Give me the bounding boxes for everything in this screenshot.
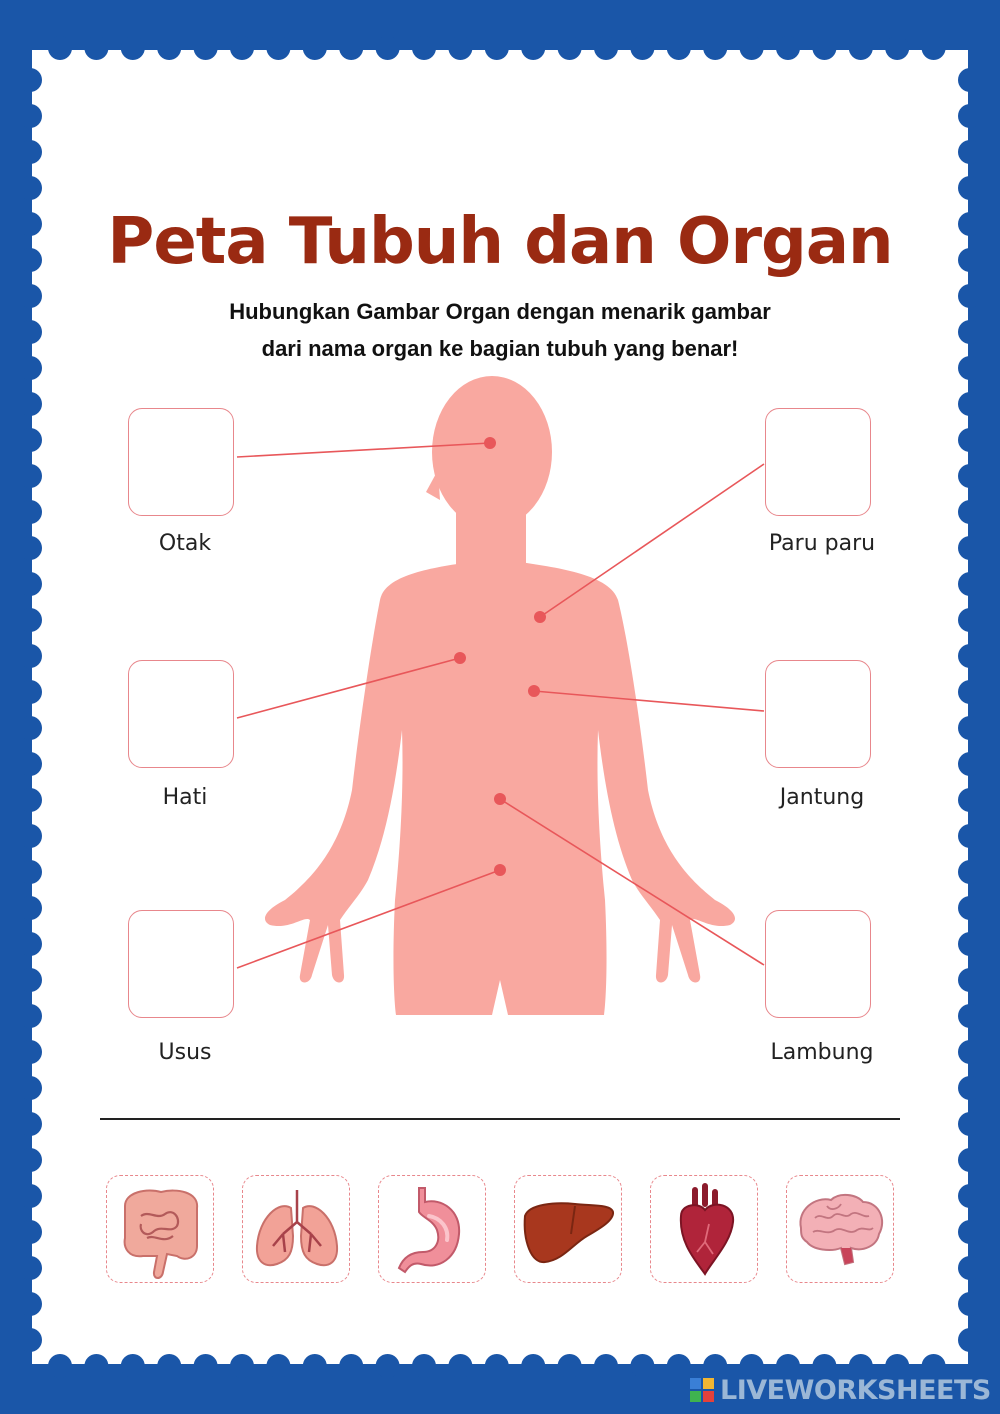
logo-text: LIVEWORKSHEETS [720, 1374, 991, 1406]
stomach-icon [379, 1176, 487, 1284]
instructions-line-1: Hubungkan Gambar Organ dengan menarik gambar [229, 299, 771, 324]
logo-blocks-icon [690, 1378, 714, 1402]
dot-hati [454, 652, 466, 664]
label-hati: Hati [162, 785, 208, 810]
drop-box-jantung[interactable] [765, 660, 871, 768]
liver-icon [515, 1176, 623, 1284]
label-otak: Otak [158, 531, 212, 556]
human-body-silhouette [265, 376, 735, 1015]
lungs-icon [243, 1176, 351, 1284]
label-jantung: Jantung [779, 785, 865, 810]
dot-otak [484, 437, 496, 449]
page-title: Peta Tubuh dan Organ [107, 205, 893, 279]
organ-tile-intestines[interactable] [106, 1175, 214, 1283]
dot-usus [494, 864, 506, 876]
label-usus: Usus [158, 1040, 212, 1065]
brain-icon [787, 1176, 895, 1284]
dot-jantung [528, 685, 540, 697]
dot-paru-paru [534, 611, 546, 623]
organ-tile-heart[interactable] [650, 1175, 758, 1283]
divider-line [100, 1118, 900, 1120]
heart-icon [651, 1176, 759, 1284]
organ-tile-liver[interactable] [514, 1175, 622, 1283]
intestines-icon [107, 1176, 215, 1284]
drop-box-hati[interactable] [128, 660, 234, 768]
liveworksheets-logo [690, 1375, 991, 1405]
instructions-line-2: dari nama organ ke bagian tubuh yang benar! [261, 336, 739, 361]
dot-lambung [494, 793, 506, 805]
label-paru-paru: Paru paru [768, 531, 876, 556]
drop-box-usus[interactable] [128, 910, 234, 1018]
drop-box-paru-paru[interactable] [765, 408, 871, 516]
organ-tile-brain[interactable] [786, 1175, 894, 1283]
label-lambung: Lambung [770, 1040, 874, 1065]
drop-box-lambung[interactable] [765, 910, 871, 1018]
organ-tile-lungs[interactable] [242, 1175, 350, 1283]
drop-box-otak[interactable] [128, 408, 234, 516]
organ-tile-stomach[interactable] [378, 1175, 486, 1283]
